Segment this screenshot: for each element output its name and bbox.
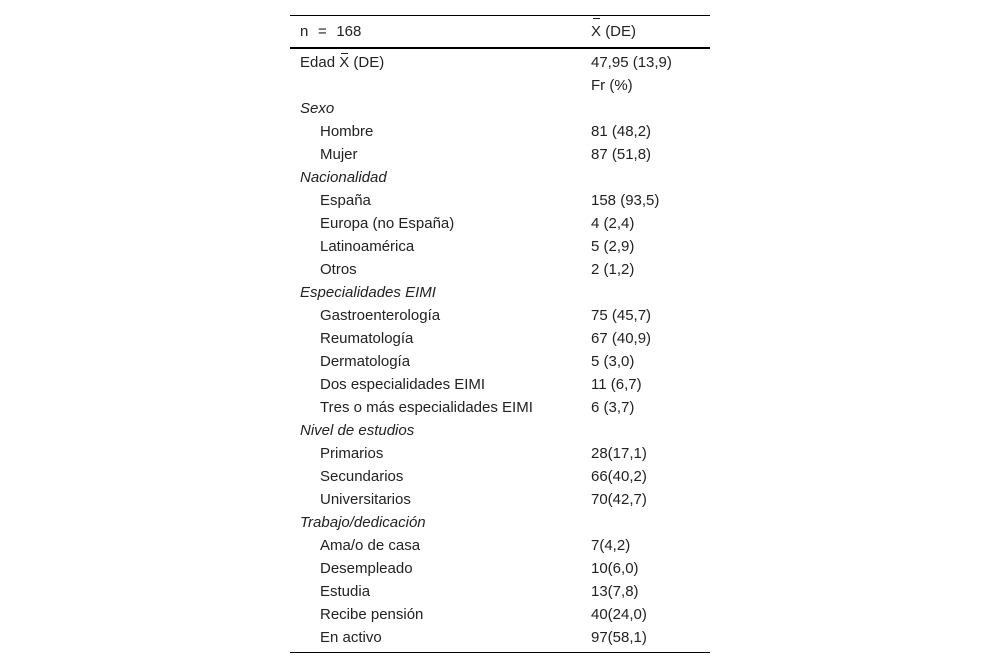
row-value: 10(6,0) [591, 560, 639, 577]
row-label: Primarios [320, 445, 384, 462]
row-label: Desempleado [320, 560, 413, 577]
table-row [290, 143, 710, 166]
row-value: 67 (40,9) [591, 330, 652, 347]
row-value: 66(40,2) [591, 468, 647, 485]
row-label: Reumatología [320, 330, 414, 347]
section-heading-row [290, 166, 710, 189]
row-label: Universitarios [320, 491, 411, 508]
row-value: 4 (2,4) [591, 215, 635, 232]
row-label: Mujer [320, 146, 358, 163]
row-label: Dermatología [320, 353, 411, 370]
table-row [290, 534, 710, 557]
row-value: 97(58,1) [591, 629, 647, 646]
row-value: 5 (3,0) [591, 353, 635, 370]
row-label: Hombre [320, 123, 374, 140]
row-label: Recibe pensión [320, 606, 424, 623]
age-label-suffix: (DE) [353, 54, 385, 71]
table-row [290, 396, 710, 419]
row-value: 158 (93,5) [591, 192, 660, 209]
row-value: 2 (1,2) [591, 261, 635, 278]
section-title: Nacionalidad [300, 169, 387, 186]
age-label-prefix: Edad [300, 54, 336, 71]
table-row [290, 465, 710, 488]
row-value: 87 (51,8) [591, 146, 652, 163]
section-heading-row [290, 419, 710, 442]
row-value: 13(7,8) [591, 583, 639, 600]
row-value: 5 (2,9) [591, 238, 635, 255]
row-value: 81 (48,2) [591, 123, 652, 140]
table-row [290, 442, 710, 465]
table-header-row [290, 16, 710, 47]
header-n-equals: = [317, 23, 327, 40]
table-row [290, 626, 710, 649]
demographics-table [290, 15, 710, 653]
section-heading-row [290, 511, 710, 534]
row-value: 40(24,0) [591, 606, 647, 623]
section-heading-row [290, 97, 710, 120]
table-row [290, 304, 710, 327]
row-label: Estudia [320, 583, 371, 600]
row-label: Ama/o de casa [320, 537, 421, 554]
row-label: Dos especialidades EIMI [320, 376, 486, 393]
row-label: En activo [320, 629, 382, 646]
section-heading-row [290, 281, 710, 304]
table-row [290, 327, 710, 350]
header-stat-label: (DE) [605, 23, 637, 40]
table-row-age [290, 51, 710, 74]
section-title: Especialidades EIMI [300, 284, 436, 301]
table-row-freq-subheader [290, 74, 710, 97]
table-row [290, 212, 710, 235]
row-value: 7(4,2) [591, 537, 631, 554]
header-n-value: 168 [336, 23, 362, 40]
table-row [290, 120, 710, 143]
row-label: Europa (no España) [320, 215, 455, 232]
table-row [290, 488, 710, 511]
row-label: Gastroenterología [320, 307, 441, 324]
header-stat-cell [591, 16, 710, 47]
table-row [290, 580, 710, 603]
table-row [290, 603, 710, 626]
table-body [290, 49, 710, 652]
row-value: 28(17,1) [591, 445, 647, 462]
header-n-label: n [300, 23, 309, 40]
table-row [290, 235, 710, 258]
header-n-cell [290, 16, 591, 47]
section-title: Sexo [300, 100, 335, 117]
section-title: Nivel de estudios [300, 422, 415, 439]
row-label: Secundarios [320, 468, 404, 485]
row-value: 11 (6,7) [591, 376, 642, 393]
row-value: 70(42,7) [591, 491, 647, 508]
age-value-cell: 47,95 (13,9) [591, 54, 672, 71]
row-label: España [320, 192, 371, 209]
age-mean-symbol: X [339, 51, 349, 74]
table-row [290, 373, 710, 396]
age-label-cell [290, 51, 591, 74]
table-row [290, 350, 710, 373]
table-row [290, 557, 710, 580]
row-value: 75 (45,7) [591, 307, 652, 324]
table-row [290, 258, 710, 281]
freq-subheader: Fr (%) [591, 77, 633, 94]
section-title: Trabajo/dedicación [300, 514, 426, 531]
table-row [290, 189, 710, 212]
table-bottom-rule [290, 652, 710, 653]
row-label: Latinoamérica [320, 238, 415, 255]
row-label: Tres o más especialidades EIMI [320, 399, 533, 416]
row-label: Otros [320, 261, 357, 278]
row-value: 6 (3,7) [591, 399, 635, 416]
header-mean-symbol: X [591, 16, 601, 47]
